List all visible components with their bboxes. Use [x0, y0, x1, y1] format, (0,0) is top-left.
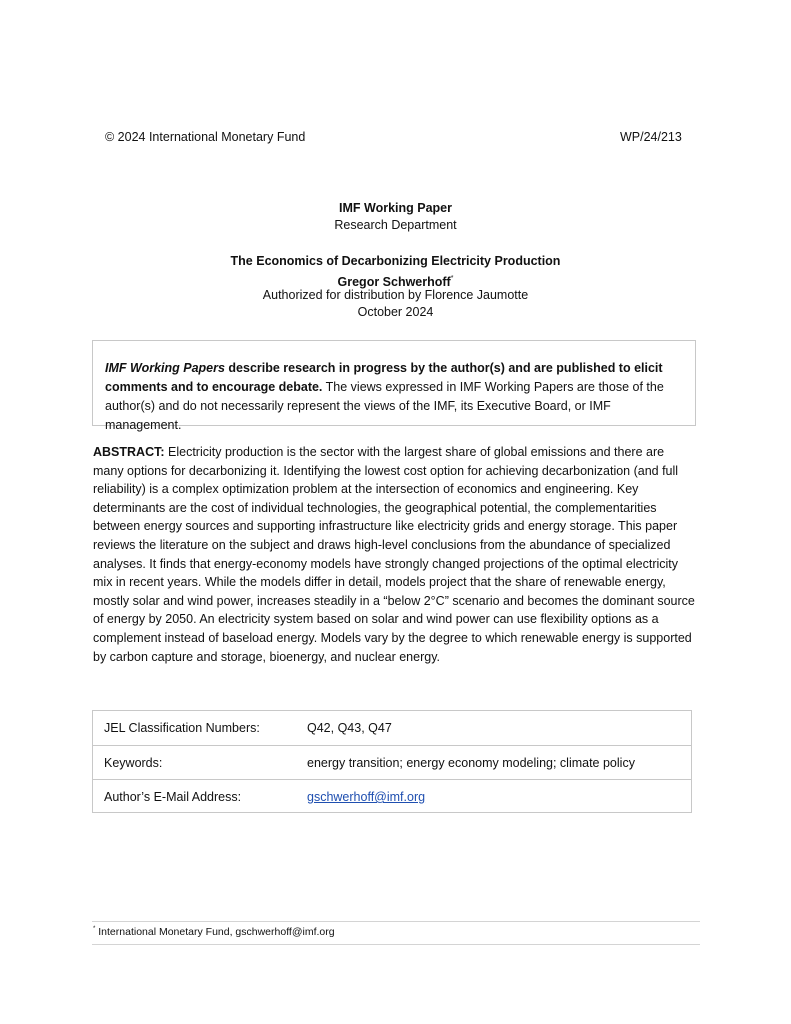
- table-row: [93, 779, 691, 814]
- info-table: [92, 710, 692, 813]
- disclaimer-lead-italic: IMF Working Papers: [105, 361, 225, 375]
- keywords-value: energy transition; energy economy modeling; climate policy: [307, 756, 635, 770]
- footnote-rule-bottom: [92, 944, 700, 945]
- paper-number: WP/24/213: [620, 130, 682, 144]
- paper-date: October 2024: [357, 305, 434, 319]
- authorization: Authorized for distribution by Florence Jaumotte: [262, 288, 529, 302]
- footnote: [93, 926, 335, 938]
- footnote-rule-top: [92, 921, 700, 922]
- disclaimer-box: [92, 340, 696, 432]
- footnote-text: International Monetary Fund, gschwerhoff@imf.org: [95, 926, 335, 938]
- footnote-mark: *: [93, 926, 96, 932]
- department: Research Department: [334, 218, 457, 232]
- disclaimer-lead-bold: describe research in progress by the author(s) and are published to elicit comments and to encourage debate.: [105, 361, 663, 394]
- abstract: [93, 443, 697, 666]
- author-name: Gregor Schwerhoff: [337, 275, 451, 289]
- author-footnote-mark: *: [450, 275, 454, 282]
- email-label: Author’s E-Mail Address:: [104, 790, 242, 804]
- jel-label: JEL Classification Numbers:: [104, 721, 260, 735]
- disclaimer-rest: The views expressed in IMF Working Papers are those of the author(s) and do not necessarily represent the views of the IMF, its Executive Board, or IMF management.: [105, 380, 664, 432]
- keywords-label: Keywords:: [104, 756, 163, 770]
- series-title: IMF Working Paper: [339, 201, 452, 215]
- abstract-text: Electricity production is the sector with the largest share of global emissions and there are many options for decarbonizing it. Identifying the lowest cost option for achieving decarbonization (and full reliability) is a complex optimization problem at the intersection of economics and engineering. Key determinants are the cost of individual technologies, the geographical potential, the complementarities between energy sources and supporting infrastructure like electricity grids and energy storage. This paper reviews the literature on the subject and draws high-level conclusions from the abundance of specialized analyses. It finds that energy-economy models have strongly changed projections of the optimal electricity mix in recent years. While the models differ in detail, models project that the share of renewable energy, mostly solar and wind power, increases steadily in a “below 2°C” scenario and becomes the dominant source of energy by 2050. An electricity system based on solar and wind power can use flexibility options as a complement instead of baseload energy. Models vary by the degree to which renewable energy is supported by carbon capture and storage, bioenergy, and nuclear energy.: [93, 445, 695, 664]
- abstract-label: ABSTRACT:: [93, 445, 165, 459]
- copyright-notice: © 2024 International Monetary Fund: [105, 130, 306, 144]
- paper-title: The Economics of Decarbonizing Electricity Production: [230, 254, 561, 268]
- table-row: [93, 711, 691, 745]
- table-row: [93, 745, 691, 780]
- jel-value: Q42, Q43, Q47: [307, 721, 392, 735]
- email-link[interactable]: gschwerhoff@imf.org: [307, 790, 426, 804]
